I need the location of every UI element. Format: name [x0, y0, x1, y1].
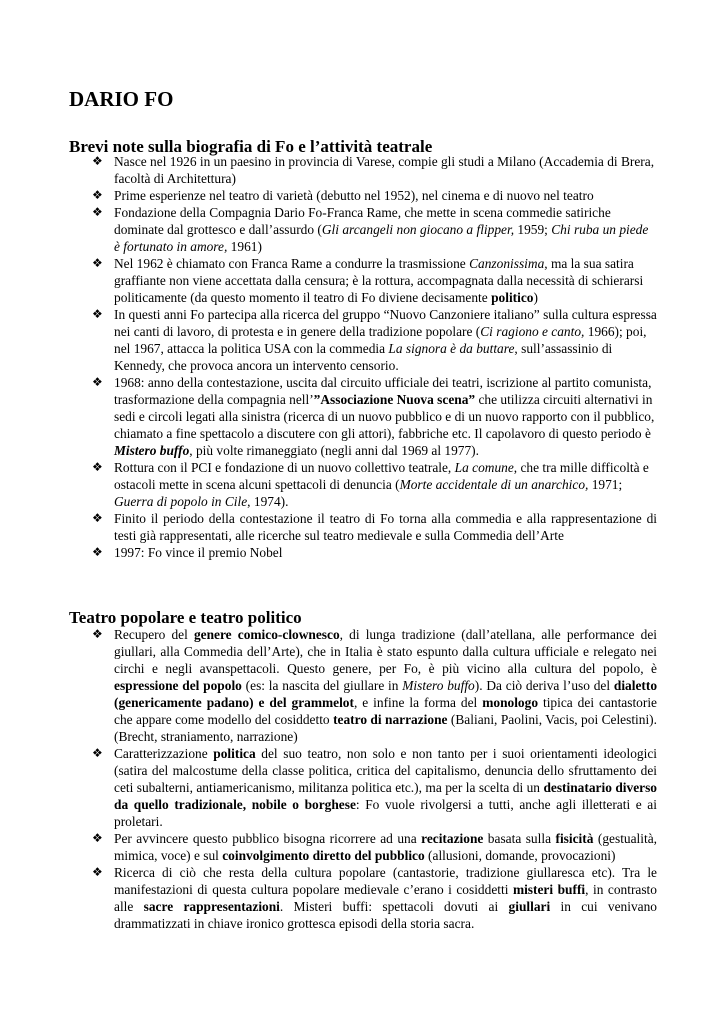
list-item: ❖ Rottura con il PCI e fondazione di un nuovo collettivo teatrale, La comune, che tra mille difficoltà e ostacoli mette in scena alcuni spettacoli di denuncia (Morte accidentale di un anarchico, 1971; Guerra di popolo in Cile, 1974). — [92, 460, 649, 509]
bullet-icon: ❖ — [92, 188, 103, 202]
section-heading-biografia: Brevi note sulla biografia di Fo e l’attività teatrale — [69, 137, 433, 156]
bullet-icon: ❖ — [92, 746, 103, 760]
bullet-icon: ❖ — [92, 205, 103, 219]
list-item: ❖ Per avvincere questo pubblico bisogna ricorrere ad una recitazione basata sulla fisicità (gestualità, mimica, voce) e sul coinvolgimento diretto del pubblico (allusioni, domande, provocazioni) — [92, 831, 658, 863]
bullet-list-teatro — [0, 626, 657, 932]
list-item: ❖ In questi anni Fo partecipa alla ricerca del gruppo “Nuovo Canzoniere italiano” sulla cultura espressa nei canti di lavoro, di protesta e in genere della tradizione popolare (Ci ragiono e canto, 1966); poi, nel 1967, attacca la politica USA con la commedia La signora è da buttare, sull’assassinio di Kennedy, che provoca ancora un intervento censorio. — [92, 307, 657, 373]
list-item: ❖ Finito il periodo della contestazione il teatro di Fo torna alla commedia e alla rappresentazione di testi già rappresentati, alle ricerche sul teatro medievale e sulla Commedia dell’Arte — [92, 511, 657, 543]
list-item: ❖ Nasce nel 1926 in un paesino in provincia di Varese, compie gli studi a Milano (Accademia di Brera, facoltà di Architettura) — [92, 154, 655, 186]
page-title: DARIO FO — [69, 87, 174, 111]
list-item: ❖ Nel 1962 è chiamato con Franca Rame a condurre la trasmissione Canzonissima, ma la sua satira graffiante non viene accettata dalla censura; è la rottura, accompagnata dalla necessità di schierarsi politicamente (da questo momento il teatro di Fo diviene decisamente politico) — [92, 256, 644, 305]
bullet-icon: ❖ — [92, 256, 103, 270]
bullet-icon: ❖ — [92, 511, 103, 525]
list-item: ❖ Prime esperienze nel teatro di varietà (debutto nel 1952), nel cinema e di nuovo nel teatro — [92, 188, 594, 203]
bullet-icon: ❖ — [92, 307, 103, 321]
list-item: ❖ Caratterizzazione politica del suo teatro, non solo e non tanto per i suoi orientamenti ideologici (satira del malcostume della classe politica, critica del capitalismo, denuncia dello sfruttamento dei ceti subalterni, antiamericanismo, militanza politica etc.), ma per la scelta di un destinatario diverso da quello tradizionale, nobile o borghese: Fo vuole rivolgersi a tutti, anche agli illetterati e ai proletari. — [92, 746, 657, 829]
list-item: ❖ Recupero del genere comico-clownesco, di lunga tradizione (dall’atellana, alle performance dei giullari, alla Commedia dell’Arte), che in Italia è stato espunto dalla cultura ufficiale e relegato nei circhi e negli avanspettacoli. Questo genere, per Fo, è più vicino alla cultura del popolo, è espressione del popolo (es: la nascita del giullare in Mistero buffo). Da ciò deriva l’uso del dialetto (genericamente padano) e del grammelot, e infine la forma del monologo tipica dei cantastorie che appare come modello del cosiddetto teatro di narrazione (Baliani, Paolini, Vacis, poi Celestini). (Brecht, straniamento, narrazione) — [92, 627, 658, 744]
bullet-icon: ❖ — [92, 545, 103, 559]
list-item: ❖ Ricerca di ciò che resta della cultura popolare (cantastorie, tradizione giullaresca etc). Tra le manifestazioni di questa cultura popolare medievale c’erano i cosiddetti misteri buffi, in contrasto alle sacre rappresentazioni. Misteri buffi: spettacoli dovuti ai giullari in cui venivano drammatizzati in chiave ironico grottesca episodi della storia sacra. — [92, 865, 657, 931]
list-item: ❖ 1997: Fo vince il premio Nobel — [92, 545, 283, 560]
list-item: ❖ Fondazione della Compagnia Dario Fo-Franca Rame, che mette in scena commedie satiriche dominate dal grottesco e dall’assurdo (Gli arcangeli non giocano a flipper, 1959; Chi ruba un piede è fortunato in amore, 1961) — [92, 205, 649, 254]
bullet-icon: ❖ — [92, 375, 103, 389]
section-heading-teatro: Teatro popolare e teatro politico — [69, 608, 302, 627]
bullet-list-biografia — [0, 153, 657, 561]
bullet-icon: ❖ — [92, 865, 103, 879]
bullet-icon: ❖ — [92, 154, 103, 168]
list-item: ❖ 1968: anno della contestazione, uscita dal circuito ufficiale dei teatri, iscrizione al partito comunista, trasformazione della compagnia nell’”Associazione Nuova scena” che utilizza circuiti alternativi in sedi e circoli legati alla sinistra (ricerca di un nuovo pubblico e di un nuovo rapporto con il pubblico, chiamato a fine spettacolo a discutere con gli attori), fabbriche etc. Il capolavoro di questo periodo è Mistero buffo, più volte rimaneggiato (negli anni dal 1969 al 1977). — [92, 375, 655, 458]
bullet-icon: ❖ — [92, 627, 103, 641]
bullet-icon: ❖ — [92, 831, 103, 845]
bullet-icon: ❖ — [92, 460, 103, 474]
